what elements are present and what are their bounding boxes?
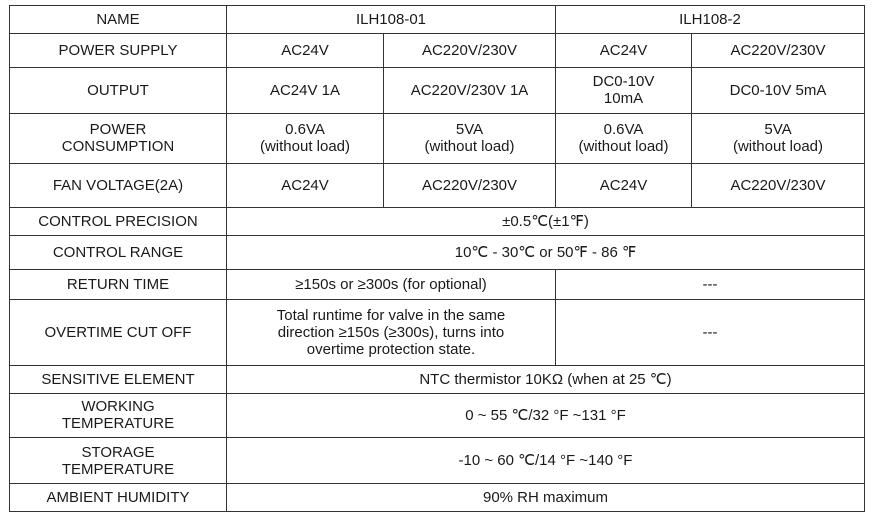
return-time-value-2: --- [556, 270, 865, 300]
header-name-cell: NAME [10, 6, 227, 34]
fan-voltage-value-4: AC220V/230V [692, 163, 865, 208]
table-row-working-temperature [10, 393, 865, 438]
overtime-cut-off-value-2: --- [556, 300, 865, 365]
fan-voltage-value-1: AC24V [227, 163, 384, 208]
power-consumption-value-1: 0.6VA (without load) [227, 113, 384, 163]
table-row-output [10, 68, 865, 114]
table-row-control-precision [10, 208, 865, 236]
table-row-power-consumption [10, 113, 865, 163]
table-row-overtime-cut-off [10, 300, 865, 365]
output-value-3: DC0-10V 10mA [556, 68, 692, 114]
storage-temperature-value: -10 ~ 60 ℃/14 °F ~140 °F [227, 438, 865, 484]
power-consumption-label: POWER CONSUMPTION [10, 113, 227, 163]
table-row-header [10, 6, 865, 34]
control-range-value: 10℃ - 30℃ or 50℉ - 86 ℉ [227, 236, 865, 270]
header-model2-cell: ILH108-2 [556, 6, 865, 34]
power-supply-value-3: AC24V [556, 33, 692, 67]
power-supply-value-1: AC24V [227, 33, 384, 67]
ambient-humidity-value: 90% RH maximum [227, 483, 865, 511]
power-consumption-value-4: 5VA (without load) [692, 113, 865, 163]
return-time-value-1: ≥150s or ≥300s (for optional) [227, 270, 556, 300]
sensitive-element-label: SENSITIVE ELEMENT [10, 365, 227, 393]
control-precision-value: ±0.5℃(±1℉) [227, 208, 865, 236]
fan-voltage-value-3: AC24V [556, 163, 692, 208]
overtime-cut-off-label: OVERTIME CUT OFF [10, 300, 227, 365]
table-row-return-time [10, 270, 865, 300]
control-precision-label: CONTROL PRECISION [10, 208, 227, 236]
power-supply-value-2: AC220V/230V [384, 33, 556, 67]
working-temperature-label: WORKING TEMPERATURE [10, 393, 227, 438]
overtime-cut-off-value-1: Total runtime for valve in the same direction ≥150s (≥300s), turns into overtime protection state. [227, 300, 556, 365]
header-model1-cell: ILH108-01 [227, 6, 556, 34]
output-value-1: AC24V 1A [227, 68, 384, 114]
sensitive-element-value: NTC thermistor 10KΩ (when at 25 ℃) [227, 365, 865, 393]
power-supply-label: POWER SUPPLY [10, 33, 227, 67]
output-label: OUTPUT [10, 68, 227, 114]
fan-voltage-value-2: AC220V/230V [384, 163, 556, 208]
table-row-ambient-humidity [10, 483, 865, 511]
power-consumption-value-2: 5VA (without load) [384, 113, 556, 163]
spec-table [9, 5, 865, 512]
table-row-storage-temperature [10, 438, 865, 484]
power-consumption-value-3: 0.6VA (without load) [556, 113, 692, 163]
working-temperature-value: 0 ~ 55 ℃/32 °F ~131 °F [227, 393, 865, 438]
return-time-label: RETURN TIME [10, 270, 227, 300]
fan-voltage-label: FAN VOLTAGE(2A) [10, 163, 227, 208]
table-row-fan-voltage [10, 163, 865, 208]
output-value-4: DC0-10V 5mA [692, 68, 865, 114]
table-row-control-range [10, 236, 865, 270]
table-row-power-supply [10, 33, 865, 67]
ambient-humidity-label: AMBIENT HUMIDITY [10, 483, 227, 511]
control-range-label: CONTROL RANGE [10, 236, 227, 270]
power-supply-value-4: AC220V/230V [692, 33, 865, 67]
table-row-sensitive-element [10, 365, 865, 393]
storage-temperature-label: STORAGE TEMPERATURE [10, 438, 227, 484]
output-value-2: AC220V/230V 1A [384, 68, 556, 114]
